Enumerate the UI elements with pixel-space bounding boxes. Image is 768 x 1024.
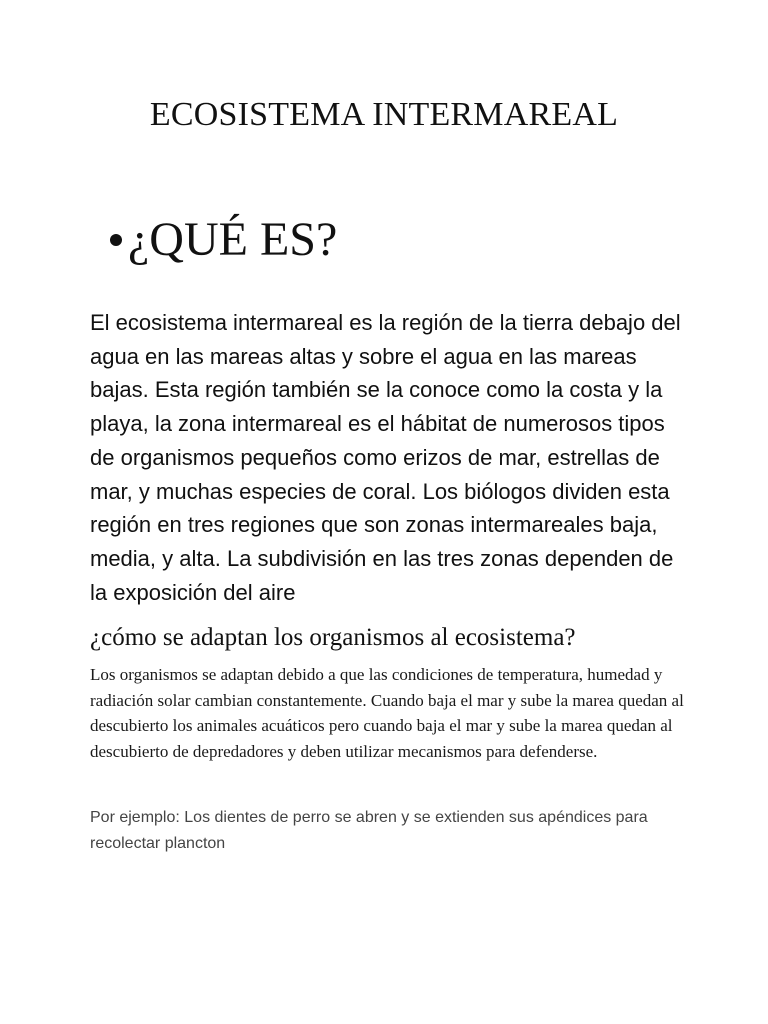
section-heading-text: ¿QUÉ ES? <box>128 213 338 266</box>
question-heading: ¿cómo se adaptan los organismos al ecosistema? <box>90 624 576 651</box>
adaptation-paragraph: Los organismos se adaptan debido a que las condiciones de temperatura, humedad y radiación solar cambian constantemente. Cuando baja el mar y sube la marea quedan al descubierto los animales acuáticos pero cuando baja el mar y sube la marea quedan al descubierto de depredadores y deben utilizar mecanismos para defenderse. <box>90 665 684 761</box>
page-title: ECOSISTEMA INTERMAREAL <box>149 96 619 133</box>
section-heading <box>110 210 337 270</box>
bullet-icon <box>110 234 122 246</box>
example-paragraph: Por ejemplo: Los dientes de perro se abren y se extienden sus apéndices para recolectar plancton <box>90 809 648 852</box>
definition-paragraph: El ecosistema intermareal es la región de la tierra debajo del agua en las mareas altas y sobre el agua en las mareas bajas. Esta región también se la conoce como la costa y la playa, la zona intermareal es el hábitat de numerosos tipos de organismos pequeños como erizos de mar, estrellas de mar, y muchas especies de coral. Los biólogos dividen esta región en tres regiones que son zonas intermareales baja, media, y alta. La subdivisión en las tres zonas dependen de la exposición del aire <box>90 310 681 605</box>
